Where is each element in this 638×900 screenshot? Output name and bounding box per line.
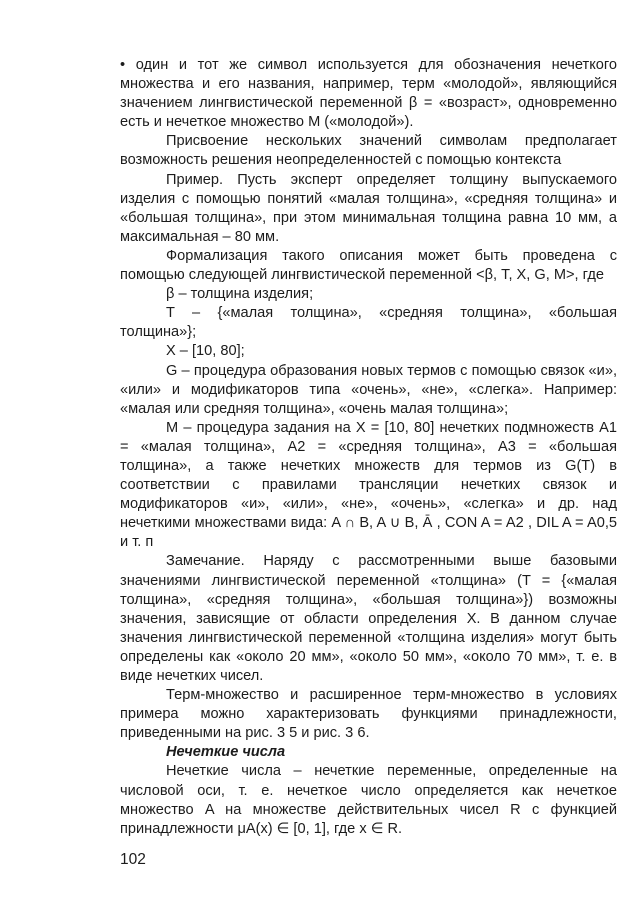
- paragraph-formalization: Формализация такого описания может быть проведена с помощью следующей лингвистической переменной <β, T, X, G, M>, где: [120, 247, 617, 284]
- paragraph-fuzzy-numbers: Нечеткие числа – нечеткие переменные, определенные на числовой оси, т. е. нечеткое число определяется как нечеткое множество A на множестве действительных чисел R с функцией принадлежности μA(x) ∈ [0, 1], где x ∈ R.: [120, 763, 617, 837]
- definition-beta: β – толщина изделия;: [166, 286, 314, 303]
- paragraph-bullet: • один и тот же символ используется для обозначения нечеткого множества и его названия, например, терм «молодой», являющийся значением лингвистической переменной β = «возраст», одновременно есть и нечеткое множество M («молодой»).: [120, 57, 617, 131]
- definition-g: G – процедура образования новых термов с помощью связок «и», «или» и модификаторов типа «очень», «не», «слегка». Например: «малая или средняя толщина», «очень малая толщина»;: [120, 362, 617, 417]
- paragraph-remark: Замечание. Наряду с рассмотренными выше базовыми значениями лингвистической переменной «толщина» (T = {«малая толщина», «средняя толщина», «большая толщина»}) возможны значения, зависящие от области определения X. В данном случае значения лингвистической переменной «толщина изделия» могут быть определены как «около 20 мм», «около 50 мм», «около 70 мм», т. е. в виде нечетких чисел.: [120, 553, 617, 684]
- section-title: Нечеткие числа: [166, 744, 286, 761]
- page-body: [120, 56, 617, 839]
- paragraph-term-set: Терм-множество и расширенное терм-множество в условиях примера можно характеризовать функциями принадлежности, приведенными на рис. 3 5 и рис. 3 6.: [120, 687, 617, 742]
- definition-m: M – процедура задания на X = [10, 80] нечетких подмножеств A1 = «малая толщина», A2 = «средняя толщина», A3 = «большая толщина», а также нечетких множеств для термов из G(T) в соответствии с правилами трансляции нечетких связок и модификаторов «и», «или», «не», «очень», «слегка» и др. над нечеткими множествами вида: A ∩ B, A ∪ B, Ā , CON A = A2 , DIL A = A0,5 и т. п: [120, 419, 617, 551]
- paragraph-context: Присвоение нескольких значений символам предполагает возможность решения неопределенностей с помощью контекста: [120, 133, 617, 169]
- definition-x: X – [10, 80];: [166, 343, 245, 360]
- paragraph-example: Пример. Пусть эксперт определяет толщину выпускаемого изделия с помощью понятий «малая толщина», «средняя толщина» и «большая толщина», при этом минимальная толщина равна 10 мм, а максимальная – 80 мм.: [120, 171, 617, 245]
- definition-t: T – {«малая толщина», «средняя толщина», «большая толщина»};: [120, 305, 617, 341]
- page-number: 102: [120, 851, 146, 868]
